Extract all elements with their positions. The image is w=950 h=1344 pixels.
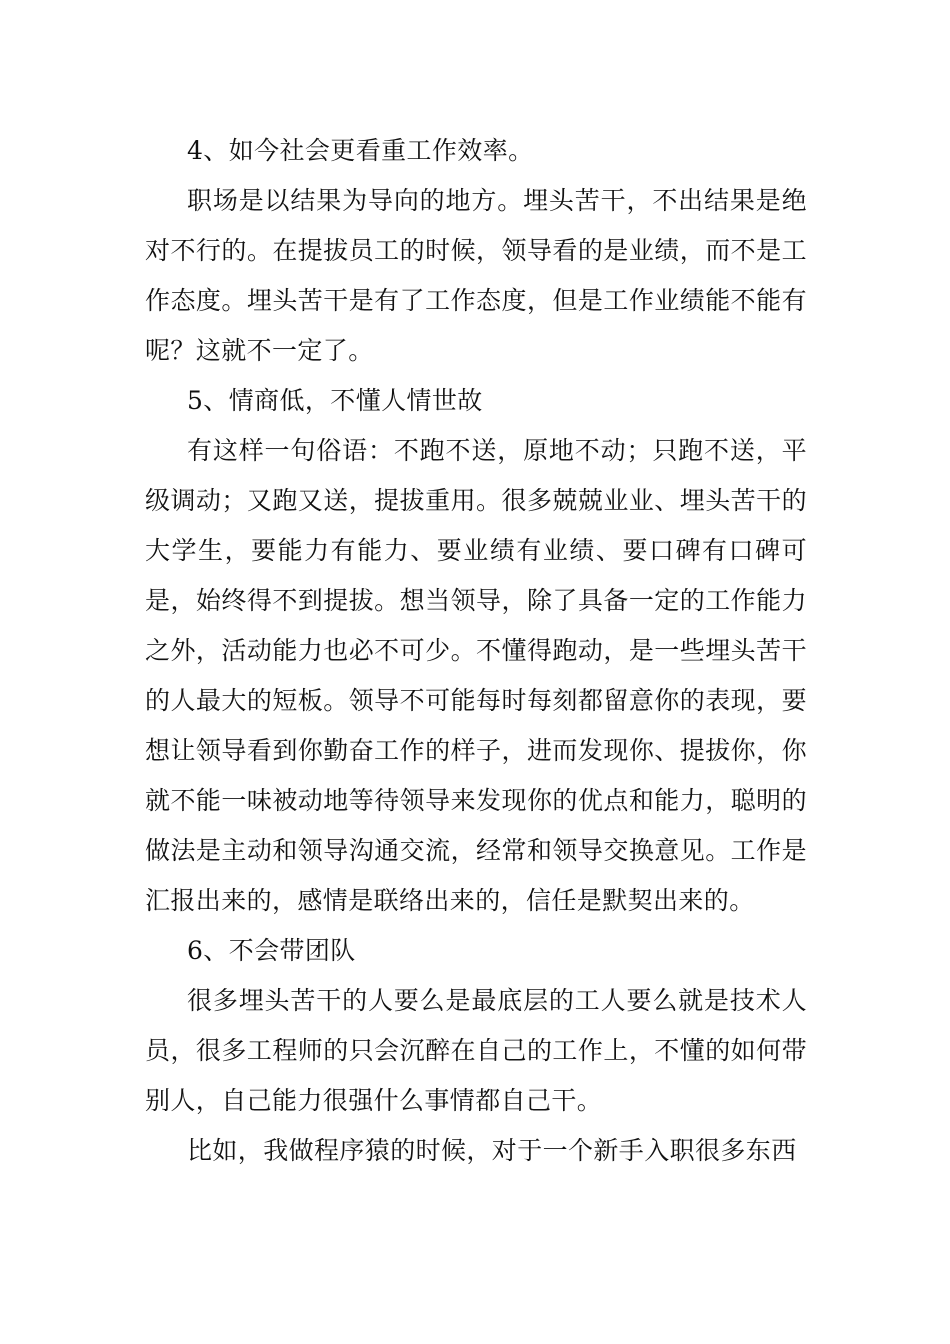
document-body bbox=[145, 126, 807, 1176]
paragraph: 职场是以结果为导向的地方。埋头苦干，不出结果是绝对不行的。在提拔员工的时候，领导看的是业绩，而不是工作态度。埋头苦干是有了工作态度，但是工作业绩能不能有呢？这就不一定了。 bbox=[145, 186, 807, 365]
paragraph: 有这样一句俗语：不跑不送，原地不动；只跑不送，平级调动；又跑又送，提拔重用。很多兢兢业业、埋头苦干的大学生，要能力有能力、要业绩有业绩、要口碑有口碑可是，始终得不到提拔。想当领导，除了具备一定的工作能力之外，活动能力也必不可少。不懂得跑动，是一些埋头苦干的人最大的短板。领导不可能每时每刻都留意你的表现，要想让领导看到你勤奋工作的样子，进而发现你、提拔你，你就不能一味被动地等待领导来发现你的优点和能力，聪明的做法是主动和领导沟通交流，经常和领导交换意见。工作是汇报出来的，感情是联络出来的，信任是默契出来的。 bbox=[145, 436, 807, 915]
paragraph: 很多埋头苦干的人要么是最底层的工人要么就是技术人员，很多工程师的只会沉醉在自己的工作上，不懂的如何带别人，自己能力很强什么事情都自己干。 bbox=[145, 986, 807, 1115]
heading-6: 6、不会带团队 bbox=[187, 936, 356, 965]
paragraph: 比如，我做程序猿的时候，对于一个新手入职很多东西 bbox=[187, 1136, 797, 1165]
heading-5: 5、情商低，不懂人情世故 bbox=[187, 386, 483, 415]
heading-4: 4、如今社会更看重工作效率。 bbox=[187, 136, 534, 165]
